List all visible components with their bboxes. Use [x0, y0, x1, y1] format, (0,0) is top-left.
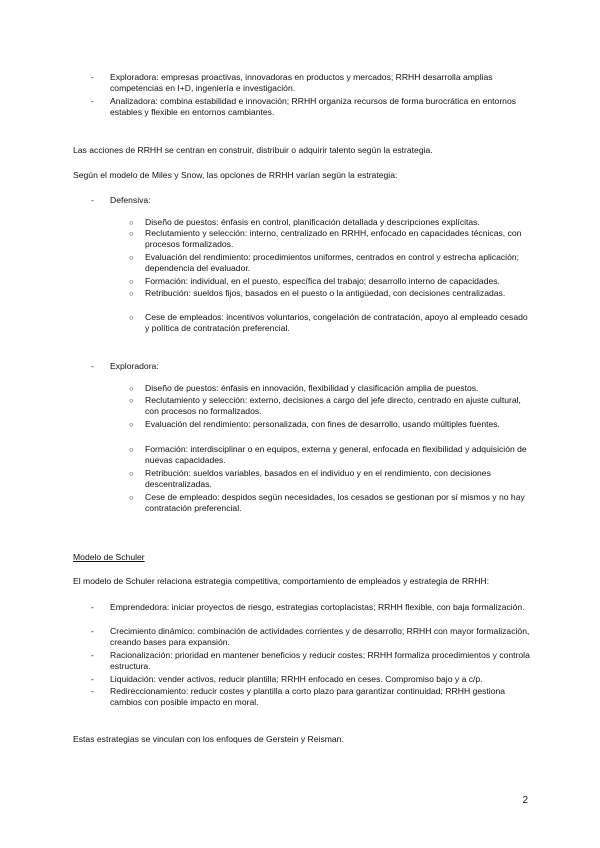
list-item: Redireccionamiento: reducir costes y plantilla a corto plazo para garantizar continuidad; RRHH gestiona cambios con posible impacto en moral. [110, 686, 506, 708]
section-title: Exploradora: [110, 361, 159, 371]
paragraph: Las acciones de RRHH se centran en construir, distribuir o adquirir talento según la estrategia. [73, 145, 433, 155]
list-bullet: - [91, 72, 94, 82]
list-item: Evaluación del rendimiento: procedimientos uniformes, centrados en control y estrecha aplicación; dependencia del evaluador. [145, 252, 520, 274]
list-item: Reclutamiento y selección: externo, decisiones a cargo del jefe directo, centrado en ajuste cultural, con procesos no formalizados. [145, 395, 521, 417]
paragraph: El modelo de Schuler relaciona estrategia competitiva, comportamiento de empleados y estrategia de RRHH: [73, 576, 490, 586]
paragraph: Según el modelo de Miles y Snow, las opciones de RRHH varían según la estrategia: [73, 170, 398, 180]
list-item: Cese de empleado: despidos según necesidades, los cesados se gestionan por sí mismos y no hay contratación preferencial. [145, 492, 525, 514]
list-bullet: - [91, 602, 94, 612]
list-bullet: - [91, 195, 94, 205]
list-item: Evaluación del rendimiento: personalizada, con fines de desarrollo, usando múltiples fuentes. [145, 419, 500, 429]
list-item: Cese de empleados: incentivos voluntarios, congelación de contratación, apoyo al empleado cesado y política de contratación preferencial. [145, 312, 528, 334]
section-title: Defensiva: [110, 195, 151, 205]
list-item: Exploradora: empresas proactivas, innovadoras en productos y mercados; RRHH desarrolla amplias competencias en I+D, ingeniería e investigación. [110, 72, 493, 94]
list-bullet: - [91, 96, 94, 106]
page-number: 2 [522, 795, 528, 806]
list-item: Diseño de puestos: énfasis en innovación, flexibilidad y clasificación amplia de puestos. [145, 383, 479, 393]
sublist-bullet: ○ [129, 384, 134, 393]
list-item: Retribución: sueldos variables, basados en el individuo y en el rendimiento, con decisiones descentralizadas. [145, 468, 491, 490]
list-item: Reclutamiento y selección: interno, centralizado en RRHH, enfocado en capacidades técnicas, con procesos formalizados. [145, 228, 522, 250]
sublist-bullet: ○ [129, 229, 134, 238]
list-bullet: - [91, 361, 94, 371]
list-item: Crecimiento dinámico: combinación de actividades corrientes y de desarrollo; RRHH con mayor formalización, creando bases para expansión. [110, 626, 530, 648]
list-item: Diseño de puestos: énfasis en control, planificación detallada y descripciones explícitas. [145, 217, 480, 227]
schuler-heading: Modelo de Schuler [73, 552, 145, 562]
sublist-bullet: ○ [129, 493, 134, 502]
list-bullet: - [91, 626, 94, 636]
sublist-bullet: ○ [129, 396, 134, 405]
sublist-bullet: ○ [129, 420, 134, 429]
sublist-bullet: ○ [129, 253, 134, 262]
list-bullet: - [91, 674, 94, 684]
list-bullet: - [91, 686, 94, 696]
sublist-bullet: ○ [129, 289, 134, 298]
list-item: Racionalización: prioridad en mantener beneficios y reducir costes; RRHH formaliza procedimientos y controla estructura. [110, 650, 530, 672]
sublist-bullet: ○ [129, 313, 134, 322]
list-item: Formación: individual, en el puesto, específica del trabajo; desarrollo interno de capacidades. [145, 276, 500, 286]
sublist-bullet: ○ [129, 277, 134, 286]
sublist-bullet: ○ [129, 218, 134, 227]
list-item: Formación: interdisciplinar o en equipos, externa y general, enfocada en flexibilidad y adquisición de nuevas capacidades. [145, 444, 527, 466]
list-item: Retribución: sueldos fijos, basados en el puesto o la antigüedad, con decisiones centralizadas. [145, 288, 506, 298]
list-item: Analizadora: combina estabilidad e innovación; RRHH organiza recursos de forma burocrática en entornos estables y flexible en entornos cambiantes. [110, 96, 517, 118]
sublist-bullet: ○ [129, 469, 134, 478]
list-bullet: - [91, 650, 94, 660]
paragraph: Estas estrategias se vinculan con los enfoques de Gerstein y Reisman. [73, 734, 344, 744]
list-item: Emprendedora: iniciar proyectos de riesgo, estrategias cortoplacistas; RRHH flexible, con baja formalización. [110, 602, 525, 612]
list-item: Liquidación: vender activos, reducir plantilla; RRHH enfocado en ceses. Compromiso bajo y a c/p. [110, 674, 483, 684]
sublist-bullet: ○ [129, 445, 134, 454]
